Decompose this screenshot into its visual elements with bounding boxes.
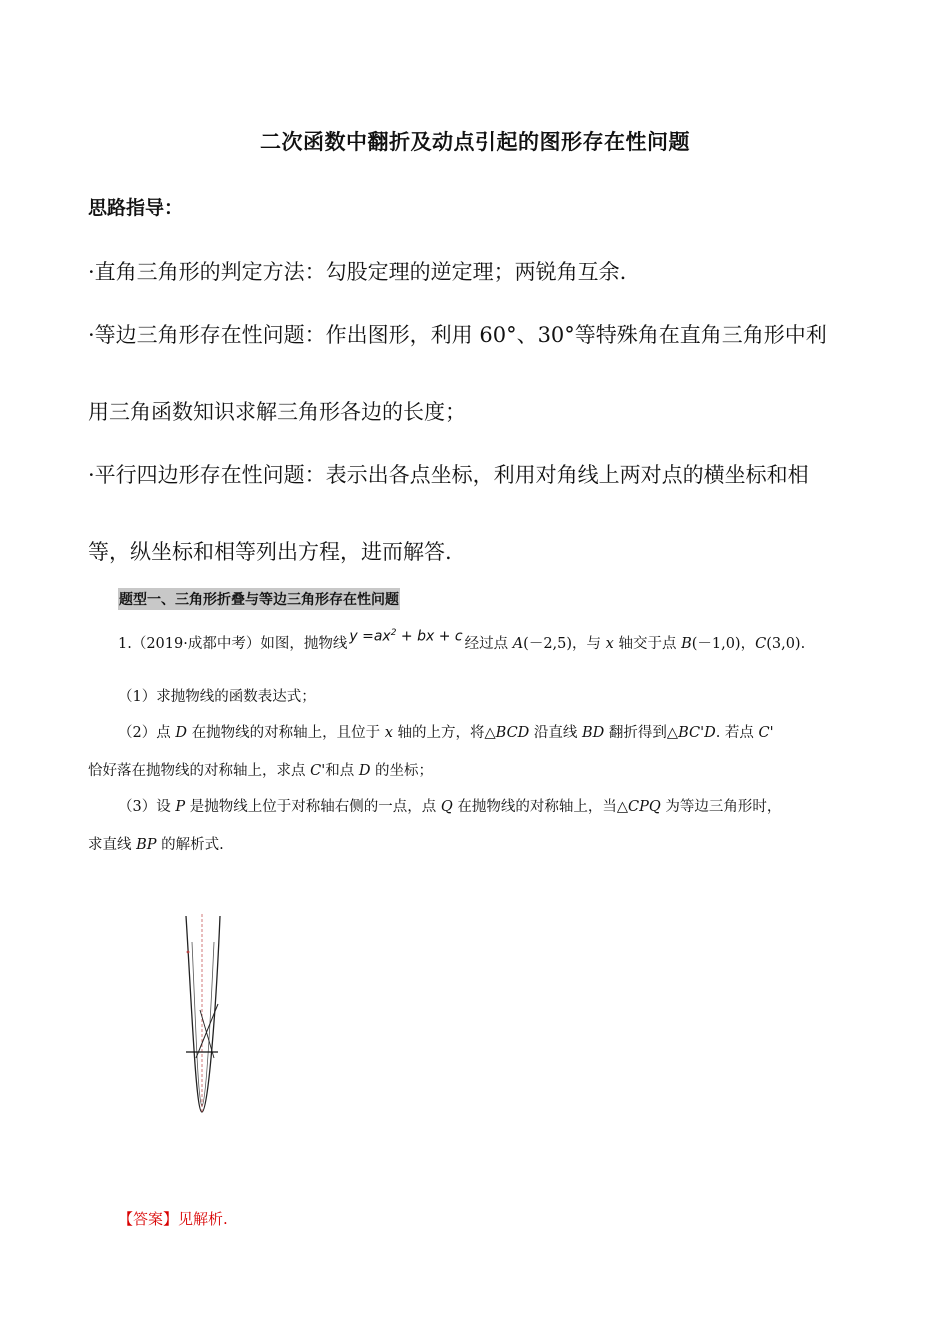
problem-part-1: （1）求抛物线的函数表达式； [118, 689, 316, 705]
point-a-label: A [512, 636, 524, 652]
problem-part-2-line1: （2）点 D 在抛物线的对称轴上，且位于 x 轴的上方，将△BCD 沿直线 BD 翻折得到△BC'D. 若点 C' [118, 725, 774, 741]
guide-bullet-equilateral-line2: 用三角函数知识求解三角形各边的长度； [88, 400, 466, 424]
point-b-label: B [681, 636, 692, 652]
guide-bullet-right-triangle: ·直角三角形的判定方法：勾股定理的逆定理；两锐角互余. [88, 260, 627, 284]
problem-part-3-line2: 求直线 BP 的解析式. [88, 837, 224, 853]
parabola-figure [178, 912, 238, 1122]
problem-part-3-line1: （3）设 P 是抛物线上位于对称轴右侧的一点，点 Q 在抛物线的对称轴上，当△CPQ 为等边三角形时， [118, 799, 782, 815]
point-marker [187, 951, 190, 954]
guide-bullet-equilateral-line1: ·等边三角形存在性问题：作出图形，利用 60°、30°等特殊角在直角三角形中利 [88, 323, 827, 347]
point-c-label: C [755, 636, 767, 652]
parabola-curve-outer [186, 916, 220, 1112]
answer: 【答案】见解析. [118, 1210, 228, 1228]
section-heading: 题型一、三角形折叠与等边三角形存在性问题 [118, 588, 400, 610]
problem-intro-text: 1.（2019·成都中考）如图，抛物线 [118, 636, 348, 652]
parabola-equation: $y =ax^2$ + bx + c [349, 628, 463, 645]
guide-bullet-parallelogram-line2: 等，纵坐标和相等列出方程，进而解答. [88, 540, 452, 564]
problem-part-2-line2: 恰好落在抛物线的对称轴上，求点 C'和点 D 的坐标； [88, 763, 434, 779]
parabola-curve-inner [192, 942, 214, 1106]
guide-heading: 思路指导： [88, 197, 184, 219]
fold-line-bd [196, 1004, 218, 1058]
guide-bullet-parallelogram-line1: ·平行四边形存在性问题：表示出各点坐标，利用对角线上两对点的横坐标和相 [88, 463, 809, 487]
problem-intro: 1.（2019·成都中考）如图，抛物线 $y =ax^2$ + bx + c 经过点 A(－2,5)，与 x 轴交于点 B(－1,0)，C(3,0). [118, 628, 806, 652]
page-title: 二次函数中翻折及动点引起的图形存在性问题 [260, 130, 690, 154]
